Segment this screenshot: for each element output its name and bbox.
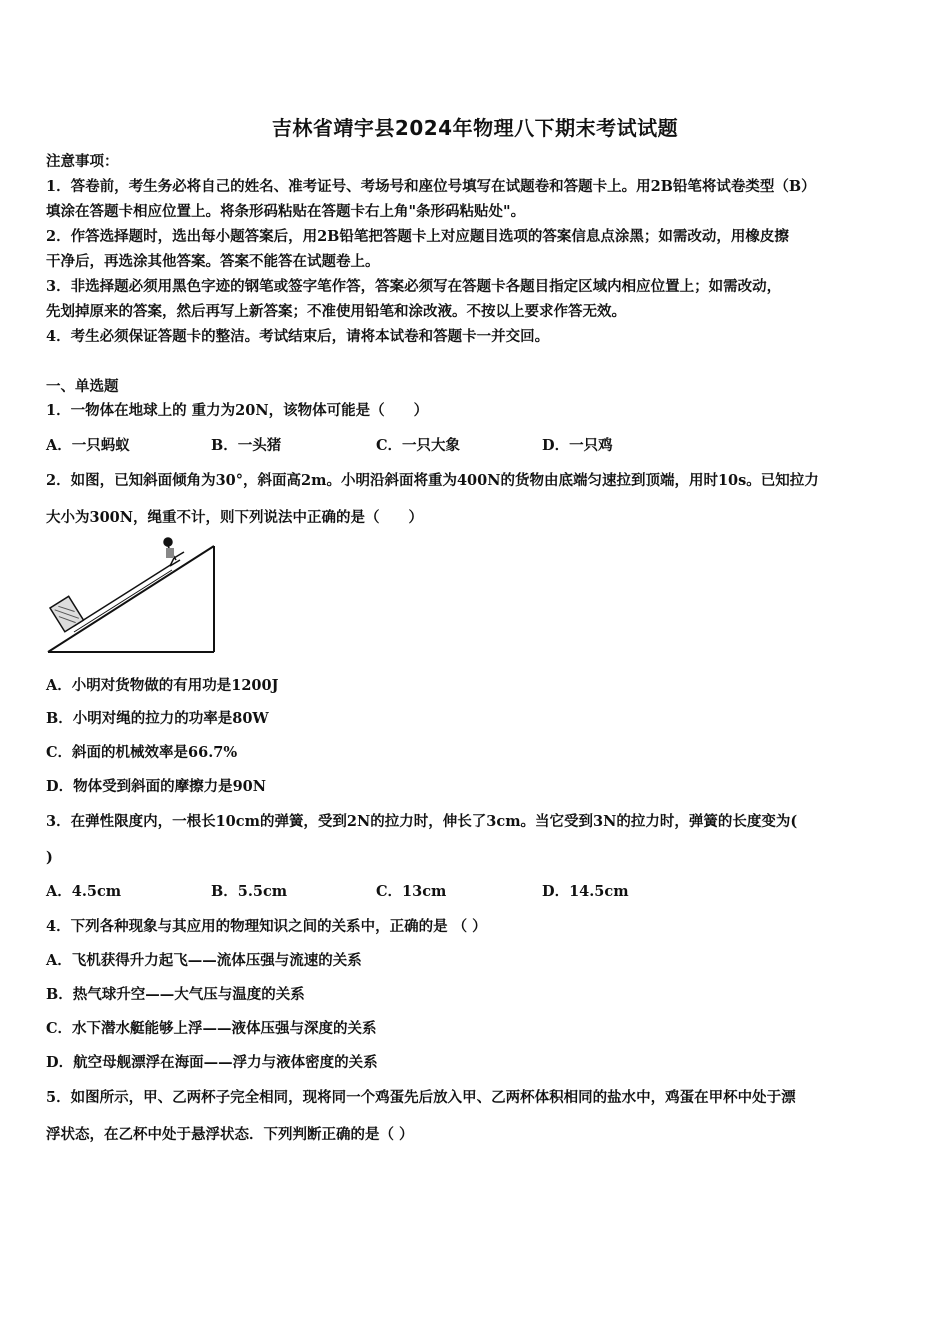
q2-option-c: C．斜面的机械效率是66.7%	[46, 744, 238, 761]
notice-line: 3．非选择题必须用黑色字迹的钢笔或签字笔作答，答案必须写在答题卡各题目指定区域内相应位置上；如需改动，	[46, 278, 782, 295]
notice-line: 2．作答选择题时，选出每小题答案后，用2B铅笔把答题卡上对应题目选项的答案信息点涂黑；如需改动，用橡皮擦	[46, 228, 789, 245]
section-heading: 一、单选题	[46, 378, 119, 395]
notice-heading: 注意事项：	[46, 153, 119, 170]
q1-option-b: B．一头猪	[211, 437, 282, 454]
incline-triangle	[48, 546, 214, 652]
q4-option-c: C．水下潜水艇能够上浮——液体压强与深度的关系	[46, 1020, 377, 1037]
notice-line: 先划掉原来的答案，然后再写上新答案；不准使用铅笔和涂改液。不按以上要求作答无效。	[46, 303, 626, 320]
person-figure	[164, 538, 184, 566]
crate	[50, 596, 83, 631]
notice-line: 4．考生必须保证答题卡的整洁。考试结束后，请将本试卷和答题卡一并交回。	[46, 328, 550, 345]
notice-line: 填涂在答题卡相应位置上。将条形码粘贴在答题卡右上角"条形码粘贴处"。	[46, 203, 526, 220]
question-5-stem-cont: 浮状态，在乙杯中处于悬浮状态．下列判断正确的是（ ）	[46, 1126, 414, 1143]
q3-option-c: C．13cm	[376, 883, 447, 900]
q1-option-d: D．一只鸡	[542, 437, 613, 454]
question-4-stem: 4．下列各种现象与其应用的物理知识之间的关系中，正确的是 （ ）	[46, 918, 487, 935]
q1-option-c: C．一只大象	[376, 437, 461, 454]
q3-option-a: A．4.5cm	[46, 883, 122, 900]
incline-figure	[44, 536, 222, 658]
notice-line: 1．答卷前，考生务必将自己的姓名、准考证号、考场号和座位号填写在试题卷和答题卡上。用2B铅笔将试卷类型（B）	[46, 178, 816, 195]
notice-line: 干净后，再选涂其他答案。答案不能答在试题卷上。	[46, 253, 380, 270]
question-3-stem: 3．在弹性限度内，一根长10cm的弹簧，受到2N的拉力时，伸长了3cm。当它受到3N的拉力时，弹簧的长度变为(	[46, 813, 798, 830]
question-1-stem: 1．一物体在地球上的 重力为20N，该物体可能是（ ）	[46, 402, 429, 419]
q4-option-a: A．飞机获得升力起飞——流体压强与流速的关系	[46, 952, 362, 969]
q2-option-a: A．小明对货物做的有用功是1200J	[46, 677, 279, 694]
question-2-stem-cont: 大小为300N，绳重不计，则下列说法中正确的是（ ）	[46, 509, 424, 526]
q3-option-d: D．14.5cm	[542, 883, 629, 900]
question-2-stem: 2．如图，已知斜面倾角为30°，斜面高2m。小明沿斜面将重为400N的货物由底端匀速拉到顶端，用时10s。已知拉力	[46, 472, 819, 489]
q4-option-b: B．热气球升空——大气压与温度的关系	[46, 986, 305, 1003]
q2-option-d: D．物体受到斜面的摩擦力是90N	[46, 778, 267, 795]
q3-option-b: B．5.5cm	[211, 883, 288, 900]
page-title: 吉林省靖宇县2024年物理八下期末考试试题	[271, 116, 679, 140]
rope	[74, 564, 172, 626]
q4-option-d: D．航空母舰漂浮在海面——浮力与液体密度的关系	[46, 1054, 378, 1071]
q2-option-b: B．小明对绳的拉力的功率是80W	[46, 710, 269, 727]
question-5-stem: 5．如图所示，甲、乙两杯子完全相同，现将同一个鸡蛋先后放入甲、乙两杯体积相同的盐水中，鸡蛋在甲杯中处于漂	[46, 1089, 796, 1106]
question-3-stem-cont: )	[46, 849, 53, 866]
q1-option-a: A．一只蚂蚁	[46, 437, 130, 454]
